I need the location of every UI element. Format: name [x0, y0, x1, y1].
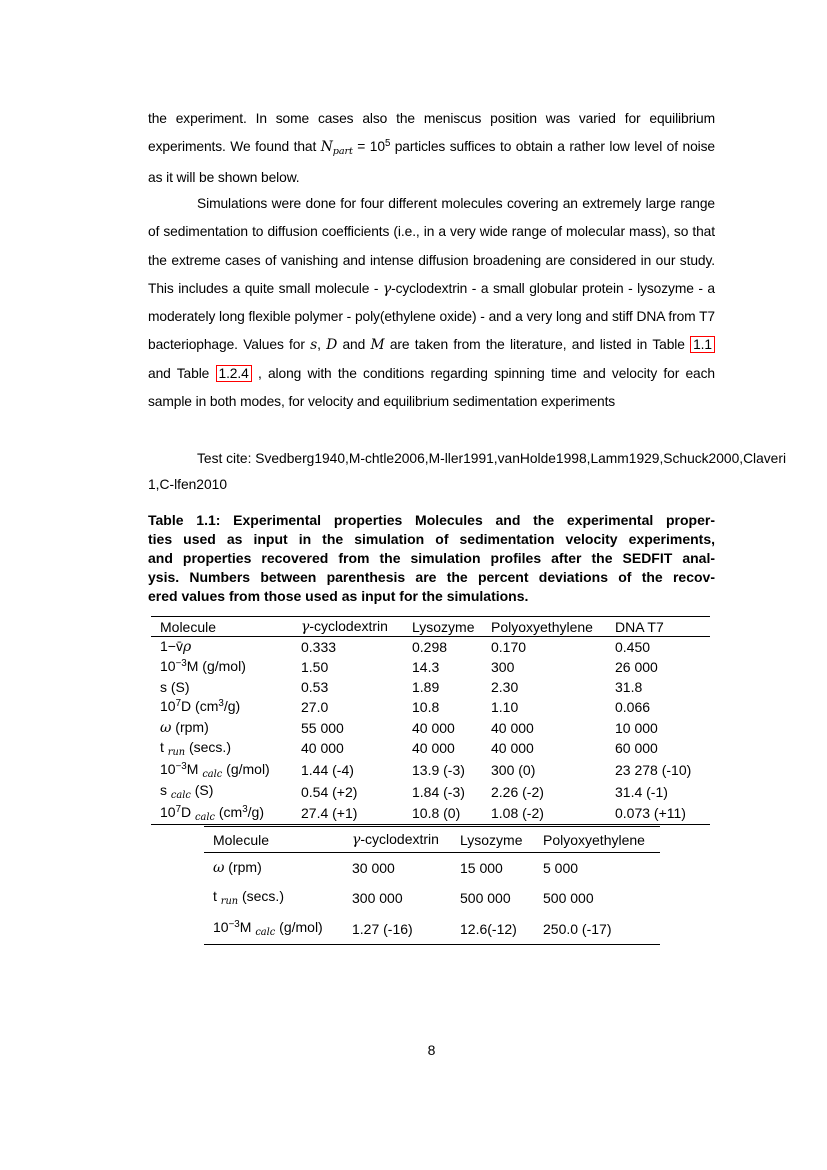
column-header: γ-cyclodextrin — [301, 617, 412, 637]
cell-value: 2.26 (-2) — [491, 783, 544, 800]
cell-value: 1.27 (-16) — [352, 920, 413, 937]
column-header: Lysozyme — [460, 827, 543, 853]
table-row — [151, 637, 710, 657]
caption-line: and properties recovered from the simulation profiles after the SEDFIT anal- — [148, 550, 715, 566]
row-label: $10^7D$ $_{calc}$ $(cm^3/g)$ — [160, 803, 264, 823]
column-header: γ-cyclodextrin — [352, 827, 460, 853]
column-header: Polyoxyethylene — [491, 617, 615, 637]
row-label: s $_{calc}$ (S) — [160, 782, 214, 802]
cell-value: 31.4 (-1) — [615, 783, 668, 800]
cell-value: 0.450 — [615, 638, 651, 655]
table-row — [204, 882, 660, 913]
cell-value: 14.3 — [412, 659, 440, 676]
table-row — [151, 738, 710, 760]
test-cite-line-1: Test cite: Svedberg1940,M-chtle2006,M-ller1991,vanHolde1998,Lamm1929,Schuck2000,Claveri — [197, 451, 787, 466]
caption-line: ered values from those used as input for the simulations. — [148, 588, 529, 604]
column-header: DNA T7 — [615, 617, 710, 637]
cell-value: 1.50 — [301, 659, 329, 676]
row-label: t $_{run}$ (secs.) — [213, 888, 284, 908]
cell-value: 15 000 — [460, 859, 503, 876]
table-row — [151, 781, 710, 803]
cell-value: 1.84 (-3) — [412, 783, 465, 800]
column-header: Lysozyme — [412, 617, 491, 637]
velocity-properties-table — [151, 616, 710, 825]
cell-value: 10.8 (0) — [412, 805, 461, 822]
page-number: 8 — [427, 1042, 436, 1058]
table-row — [151, 760, 710, 782]
table-caption — [148, 511, 715, 606]
cell-value: 300 000 — [352, 889, 403, 906]
cell-value: 0.170 — [491, 638, 527, 655]
cell-value: 2.30 — [491, 679, 519, 696]
cell-value: 13.9 (-3) — [412, 762, 465, 779]
cell-value: 300 — [491, 659, 515, 676]
cell-value: 0.073 (+11) — [615, 805, 686, 822]
caption-line: ysis. Numbers between parenthesis are the percent deviations of the recov- — [148, 569, 715, 585]
cell-value: 0.298 — [412, 638, 448, 655]
paragraph-simulations — [148, 190, 715, 416]
cell-value: 500 000 — [460, 889, 511, 906]
ref-link-table-1-2-4[interactable]: 1.2.4 — [216, 365, 252, 382]
cell-value: 1.89 — [412, 679, 440, 696]
caption-line: ties used as input in the simulation of sedimentation velocity experiments, — [148, 531, 715, 547]
table-header-row — [204, 827, 660, 853]
cell-value: 1.08 (-2) — [491, 805, 544, 822]
test-cite-line-2: 1,C-lfen2010 — [148, 477, 228, 492]
table-header-row — [151, 617, 710, 637]
table-row — [151, 678, 710, 697]
table-row — [151, 657, 710, 679]
row-label: $10^7D$ $(cm^3/g)$ — [160, 697, 241, 714]
column-header: Molecule — [151, 617, 301, 637]
table-row — [151, 803, 710, 825]
cell-value: 40 000 — [412, 719, 455, 736]
paragraph-first — [148, 105, 715, 192]
table-row — [204, 853, 660, 883]
paragraph-text: Simulations were done for four different molecules covering an extremely large range of sedimentation to diffusion coefficients (i.e., in a very wide range of molecular mass), so that the extreme cases of vanishing and intense diffusion broadening are considered in our study. This includes a quite small molecule - γ-cyclodextrin - a small globular protein - lysozyme - a moderately long flexible polymer - poly(ethylene oxide) - and a very long and stiff DNA from T7 bacteriophage. Values for s, D and M are taken from the literature, and listed in Table — [148, 196, 715, 354]
row-label: $10^{-3}M$ $_{calc}$ (g/mol) — [160, 760, 270, 780]
column-header: Molecule — [204, 827, 352, 853]
cell-value: 26 000 — [615, 659, 658, 676]
cell-value: 0.333 — [301, 638, 337, 655]
row-label: 1−v̄ρ — [160, 638, 192, 655]
caption-line: Table 1.1: Experimental properties Molecules and the experimental proper- — [148, 512, 715, 528]
row-label: $10^{-3}M$ (g/mol) — [160, 657, 246, 674]
cell-value: 27.0 — [301, 699, 329, 716]
cell-value: 27.4 (+1) — [301, 805, 358, 822]
cell-value: 31.8 — [615, 679, 643, 696]
cell-value: 300 (0) — [491, 762, 536, 779]
cell-value: 23 278 (-10) — [615, 762, 692, 779]
equilibrium-properties-table — [204, 826, 660, 945]
cell-value: 30 000 — [352, 859, 395, 876]
paragraph-test-cite — [148, 446, 827, 498]
row-label: ω (rpm) — [160, 719, 209, 737]
cell-value: 55 000 — [301, 719, 344, 736]
table-row — [204, 913, 660, 945]
cell-value: 1.10 — [491, 699, 519, 716]
cell-value: 12.6(-12) — [460, 920, 517, 937]
paragraph-text: and Table — [148, 365, 216, 381]
table-row — [151, 697, 710, 719]
cell-value: 10.8 — [412, 699, 440, 716]
cell-value: 40 000 — [301, 740, 344, 757]
cell-value: 40 000 — [412, 740, 455, 757]
row-label: t $_{run}$ (secs.) — [160, 738, 231, 759]
cell-value: 0.53 — [301, 679, 329, 696]
cell-value: 1.44 (-4) — [301, 762, 354, 779]
cell-value: 250.0 (-17) — [543, 920, 612, 937]
cell-value: 40 000 — [491, 719, 534, 736]
ref-link-table-1-1[interactable]: 1.1 — [690, 336, 715, 353]
cell-value: 500 000 — [543, 889, 594, 906]
row-label: $10^{-3}M$ $_{calc}$ (g/mol) — [213, 919, 323, 939]
cell-value: 5 000 — [543, 859, 579, 876]
paragraph-text: , along with the conditions regarding spinning time and velocity for each sample in both modes, for velocity and equilibrium sedimentation experiments — [148, 365, 715, 410]
row-label: ω (rpm) — [213, 859, 262, 876]
cell-value: 60 000 — [615, 740, 658, 757]
cell-value: 40 000 — [491, 740, 534, 757]
row-label: s (S) — [160, 679, 190, 696]
table-row — [151, 718, 710, 738]
cell-value: 0.066 — [615, 699, 651, 716]
cell-value: 10 000 — [615, 719, 658, 736]
column-header: Polyoxyethylene — [543, 827, 660, 853]
paragraph-text: the experiment. In some cases also the meniscus position was varied for equilibrium experiments. We found that $N_{part} = 10^5$ particles suffices to obtain a rather low level of noise as it will be shown below. — [148, 111, 715, 185]
cell-value: 0.54 (+2) — [301, 783, 358, 800]
